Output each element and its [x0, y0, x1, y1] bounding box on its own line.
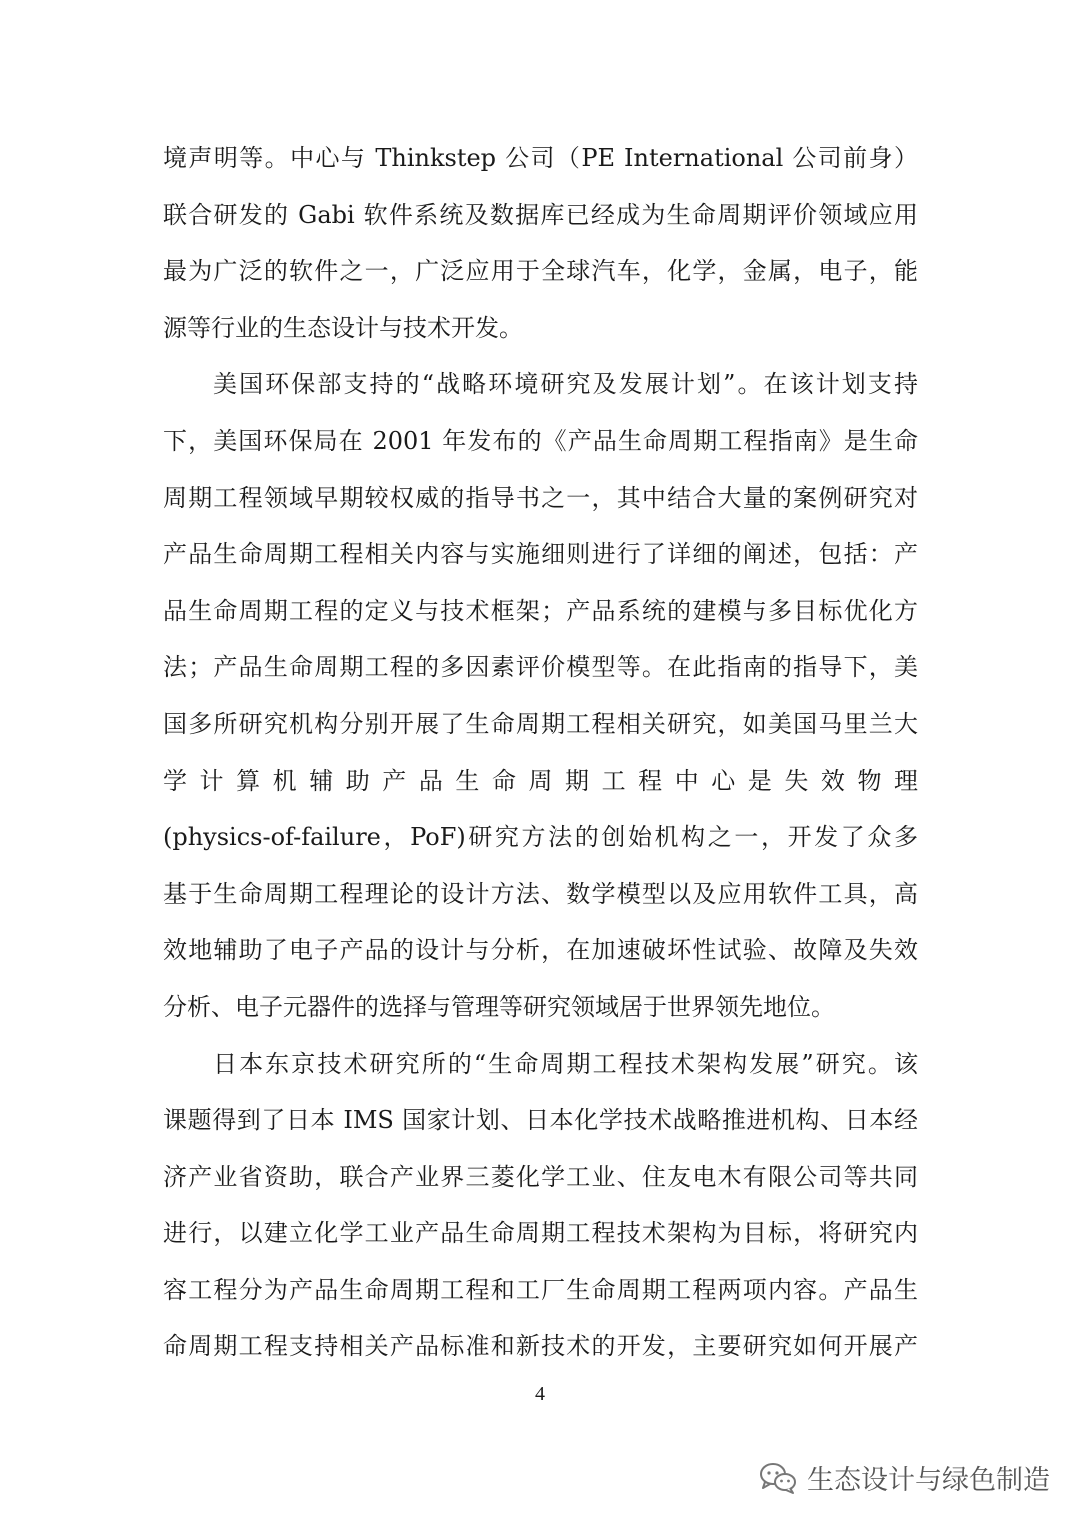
text-line: 下，美国环保局在 2001 年发布的《产品生命周期工程指南》是生命 [163, 426, 918, 455]
text-line: 产品生命周期工程相关内容与实施细则进行了详细的阐述，包括：产 [163, 540, 918, 569]
text-line: (physics-of-failure，PoF)研究方法的创始机构之一，开发了众多 [163, 823, 918, 852]
text-line: 分析、电子元器件的选择与管理等研究领域居于世界领先地位。 [163, 992, 835, 1021]
text-line: 联合研发的 Gabi 软件系统及数据库已经成为生命周期评价领域应用 [163, 200, 918, 229]
text-line: 济产业省资助，联合产业界三菱化学工业、住友电木有限公司等共同 [163, 1162, 918, 1191]
text-line: 品生命周期工程的定义与技术框架；产品系统的建模与多目标优化方 [163, 596, 918, 625]
text-line: 基于生命周期工程理论的设计方法、数学模型以及应用软件工具，高 [163, 879, 918, 908]
text-line: 效地辅助了电子产品的设计与分析，在加速破坏性试验、故障及失效 [163, 936, 918, 965]
text-line: 美国环保部支持的“战略环境研究及发展计划”。在该计划支持 [213, 370, 918, 399]
text-line: 源等行业的生态设计与技术开发。 [163, 313, 523, 342]
body-text [163, 136, 918, 1381]
text-line: 国多所研究机构分别开展了生命周期工程相关研究，如美国马里兰大 [163, 709, 918, 738]
text-line: 日本东京技术研究所的“生命周期工程技术架构发展”研究。该 [213, 1049, 918, 1078]
page-number: 4 [535, 1383, 545, 1405]
watermark-text: 生态设计与绿色制造 [807, 1465, 1050, 1496]
text-line: 进行，以建立化学工业产品生命周期工程技术架构为目标，将研究内 [163, 1219, 918, 1248]
wechat-icon [759, 1461, 797, 1495]
watermark [759, 1458, 1050, 1497]
text-line: 容工程分为产品生命周期工程和工厂生命周期工程两项内容。产品生 [163, 1275, 918, 1304]
text-line: 课题得到了日本 IMS 国家计划、日本化学技术战略推进机构、日本经 [163, 1106, 918, 1135]
text-line: 最为广泛的软件之一，广泛应用于全球汽车，化学，金属，电子，能 [163, 257, 918, 286]
text-line: 命周期工程支持相关产品标准和新技术的开发，主要研究如何开展产 [163, 1332, 918, 1361]
text-line: 法；产品生命周期工程的多因素评价模型等。在此指南的指导下，美 [163, 653, 918, 682]
text-line: 境声明等。中心与 Thinkstep 公司（PE International 公司前身） [163, 144, 918, 172]
text-line: 学计算机辅助产品生命周期工程中心是失效物理 [163, 766, 918, 795]
text-line: 周期工程领域早期较权威的指导书之一，其中结合大量的案例研究对 [163, 483, 918, 512]
